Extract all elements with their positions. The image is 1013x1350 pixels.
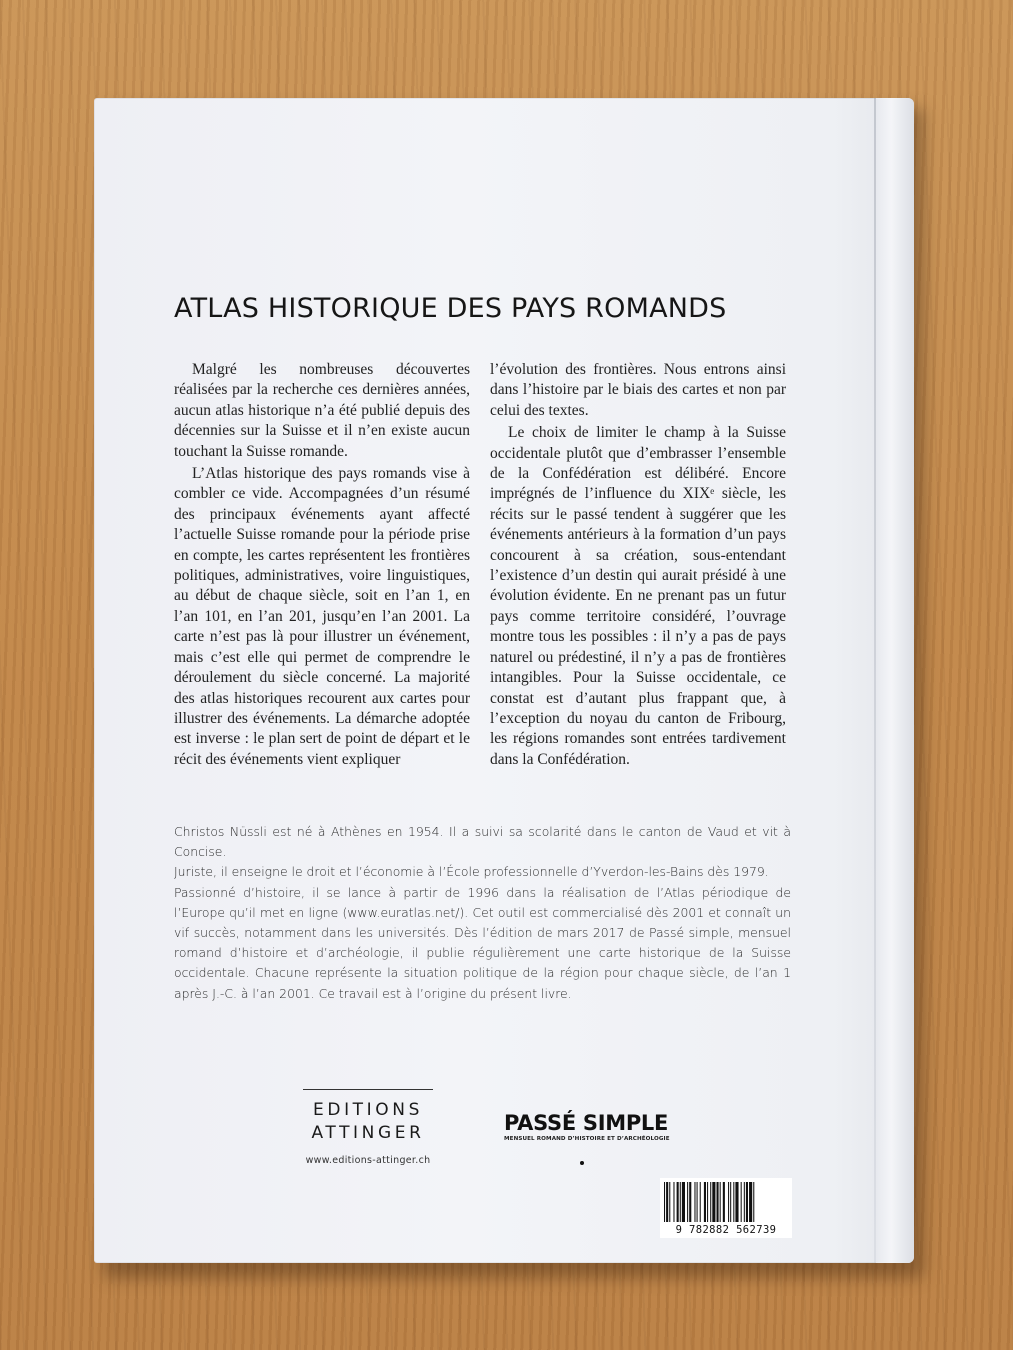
publisher-rule xyxy=(303,1089,433,1090)
partner-logo xyxy=(504,1110,704,1142)
publisher-name-line2: ATTINGER xyxy=(311,1123,425,1143)
book-title: ATLAS HISTORIQUE DES PAYS ROMANDS xyxy=(174,293,727,324)
author-bio xyxy=(174,822,791,1004)
barcode-bars xyxy=(660,1178,792,1226)
bio-line: Christos Nüssli est né à Athènes en 1954. Il a suivi sa scolarité dans le canton de Vaud et vit à Concise. xyxy=(174,824,791,860)
blurb-paragraph: Le choix de limiter le champ à la Suisse occidentale plutôt que d’embrasser l’ensemble de la Confédération est délibéré. Encore imprégnés de l’influence du XIXᵉ siècle, les récits sur le passé tendent à suggérer que les événements antérieurs à la formation d’un pays concourent à sa création, sous-entendant l’existence d’un destin qui aurait présidé à une évolution évidente. En ne prenant pas un futur pays comme territoire considéré, l’ouvrage montre tous les possibles : il n’y a pas de pays naturel ou prédestiné, il n’y a pas de frontières intangibles. Pour la Suisse occidentale, ce constat est d’autant plus frappant que, à l’exception du noyau du canton de Fribourg, les régions romandes sont entrées tardivement dans la Confédération. xyxy=(490,424,786,768)
blurb-right-column xyxy=(490,360,786,772)
blurb-paragraph: Malgré les nombreuses découvertes réalisées par la recherche ces dernières années, aucun atlas historique n’a été publié depuis des décennies sur la Suisse et il n’en existe aucun touchant la Suisse romande. xyxy=(174,361,470,460)
bio-line: Passionné d’histoire, il se lance à partir de 1996 dans la réalisation de l’Atlas périodique de l’Europe qu’il met en ligne (www.euratlas.net/). Cet outil est commercialisé dès 2001 et connaît un vif succès, notamment dans les universités. Dès l’édition de mars 2017 de Passé simple, mensuel romand d’histoire et d’archéologie, il publie régulièrement une carte historique de la Suisse occidentale. Chacune représente la situation politique de la région pour chaque siècle, de l’an 1 après J.-C. à l’an 2001. Ce travail est à l’origine du présent livre. xyxy=(174,884,791,1001)
publisher-name-line1: EDITIONS xyxy=(313,1100,423,1120)
partner-title: PASSÉ SIMPLE xyxy=(504,1111,669,1135)
isbn-barcode xyxy=(660,1178,792,1238)
bio-line: Juriste, il enseigne le droit et l’économie à l’École professionnelle d’Yverdon-les-Bains dès 1979. xyxy=(174,864,769,880)
blurb-paragraph: L’Atlas historique des pays romands vise à combler ce vide. Accompagnées d’un résumé des principaux événements ayant affecté l’actuelle Suisse romande pour la période prise en compte, les cartes représentent les frontières politiques, administratives, voire linguistiques, au début de chaque siècle, soit en l’an 1, en l’an 101, en l’an 201, jusqu’en l’an 2001. La carte n’est pas là pour illustrer un événement, mais c’est elle qui permet de comprendre le déroulement du siècle concerné. La majorité des atlas historiques recourent aux cartes pour illustrer des événements. La démarche adoptée est inverse : le plan sert de point de départ et le récit des événements vient expliquer xyxy=(174,465,470,768)
dot-mark xyxy=(580,1161,584,1165)
publisher-logo xyxy=(299,1089,437,1166)
publisher-url: www.editions-attinger.ch xyxy=(305,1155,431,1166)
isbn-number: 9 782882 562739 xyxy=(660,1224,792,1236)
partner-subtitle: MENSUEL ROMAND D’HISTOIRE ET D’ARCHÉOLOGIE xyxy=(504,1136,670,1142)
spine-edge xyxy=(876,98,914,1263)
book-back-cover xyxy=(94,98,914,1263)
blurb-left-column xyxy=(174,360,470,772)
blurb-paragraph: l’évolution des frontières. Nous entrons ainsi dans l’histoire par le biais des cartes et non par celui des textes. xyxy=(490,361,786,419)
